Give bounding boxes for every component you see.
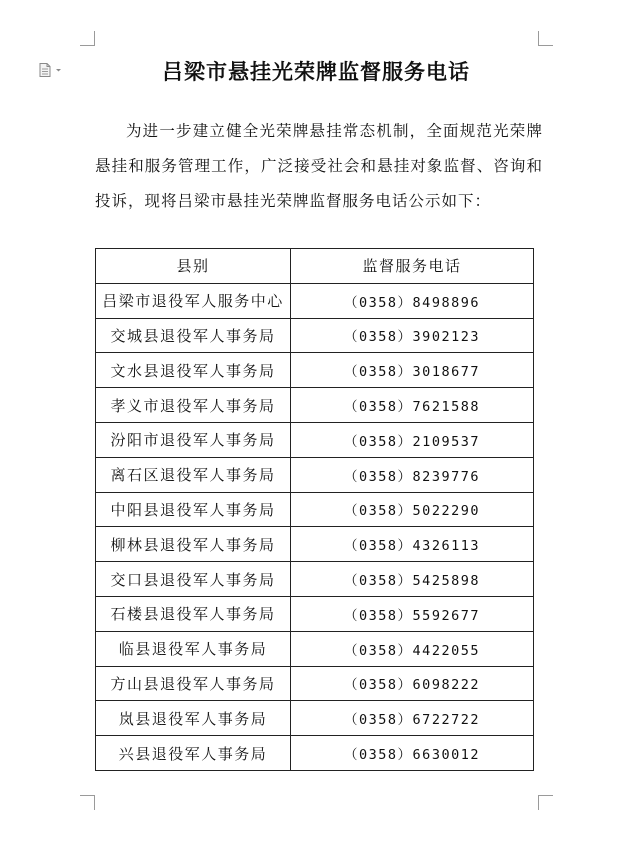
phone-table <box>95 248 534 771</box>
unit-cell: 孝义市退役军人事务局 <box>96 388 291 423</box>
table-row <box>96 527 534 562</box>
table-row <box>96 562 534 597</box>
unit-cell: 岚县退役军人事务局 <box>96 701 291 736</box>
table-row <box>96 631 534 666</box>
phone-cell: （0358）7621588 <box>291 388 534 423</box>
crop-mark-bottom-left <box>80 795 95 810</box>
unit-cell: 柳林县退役军人事务局 <box>96 527 291 562</box>
phone-cell: （0358）6722722 <box>291 701 534 736</box>
unit-cell: 临县退役军人事务局 <box>96 631 291 666</box>
unit-cell: 汾阳市退役军人事务局 <box>96 422 291 457</box>
header-county: 县别 <box>96 249 291 284</box>
table-row <box>96 701 534 736</box>
phone-cell: （0358）5592677 <box>291 596 534 631</box>
table-row <box>96 283 534 318</box>
table-row <box>96 318 534 353</box>
table-row <box>96 353 534 388</box>
intro-paragraph: 为进一步建立健全光荣牌悬挂常态机制，全面规范光荣牌悬挂和服务管理工作，广泛接受社会和悬挂对象监督、咨询和投诉，现将吕梁市悬挂光荣牌监督服务电话公示如下： <box>95 122 543 210</box>
phone-cell: （0358）4326113 <box>291 527 534 562</box>
phone-cell: （0358）6098222 <box>291 666 534 701</box>
table-row <box>96 388 534 423</box>
unit-cell: 吕梁市退役军人服务中心 <box>96 283 291 318</box>
phone-cell: （0358）3018677 <box>291 353 534 388</box>
unit-cell: 离石区退役军人事务局 <box>96 457 291 492</box>
table-row <box>96 457 534 492</box>
phone-cell: （0358）6630012 <box>291 736 534 771</box>
unit-cell: 兴县退役军人事务局 <box>96 736 291 771</box>
table-row <box>96 596 534 631</box>
table-row <box>96 666 534 701</box>
table-header-row <box>96 249 534 284</box>
phone-cell: （0358）8498896 <box>291 283 534 318</box>
phone-cell: （0358）5022290 <box>291 492 534 527</box>
phone-cell: （0358）8239776 <box>291 457 534 492</box>
unit-cell: 文水县退役军人事务局 <box>96 353 291 388</box>
phone-cell: （0358）5425898 <box>291 562 534 597</box>
phone-cell: （0358）2109537 <box>291 422 534 457</box>
table-row <box>96 736 534 771</box>
table-row <box>96 422 534 457</box>
unit-cell: 中阳县退役军人事务局 <box>96 492 291 527</box>
table-row <box>96 492 534 527</box>
crop-mark-top-left <box>80 31 95 46</box>
unit-cell: 交口县退役军人事务局 <box>96 562 291 597</box>
crop-mark-bottom-right <box>538 795 553 810</box>
unit-cell: 石楼县退役军人事务局 <box>96 596 291 631</box>
unit-cell: 方山县退役军人事务局 <box>96 666 291 701</box>
phone-cell: （0358）4422055 <box>291 631 534 666</box>
page-title: 吕梁市悬挂光荣牌监督服务电话 <box>162 59 470 84</box>
header-phone: 监督服务电话 <box>291 249 534 284</box>
unit-cell: 交城县退役军人事务局 <box>96 318 291 353</box>
crop-mark-top-right <box>538 31 553 46</box>
phone-cell: （0358）3902123 <box>291 318 534 353</box>
